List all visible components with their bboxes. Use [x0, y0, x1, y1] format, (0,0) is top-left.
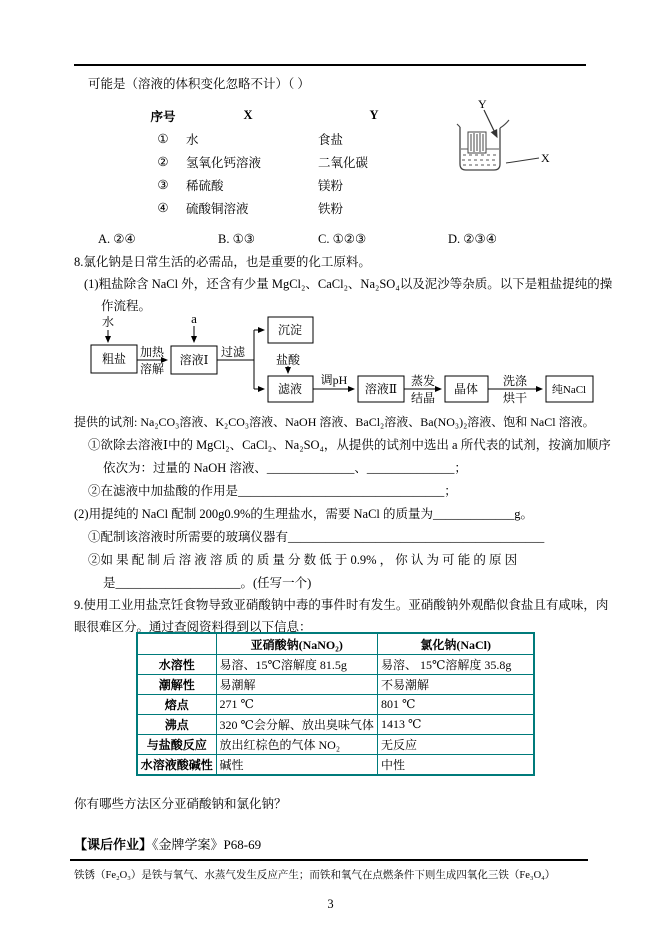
- flow-crystallize-label: 结晶: [410, 391, 436, 405]
- row-label: 熔点: [137, 695, 216, 715]
- option-b: B. ①③: [218, 232, 255, 246]
- ctable-corner-cell: [137, 633, 216, 655]
- row-cell: 易溶、15℃溶解度 81.5g: [216, 655, 377, 675]
- table-row: [137, 655, 534, 675]
- table-row: [137, 715, 534, 735]
- flow-evaporate-label: 蒸发: [410, 374, 436, 388]
- xy-row-y: 铁粉: [318, 201, 344, 216]
- row-cell: 易溶、 15℃溶解度 35.8g: [377, 655, 534, 675]
- flow-adjust-ph-label: 调pH: [320, 373, 348, 387]
- homework-heading: 【课后作业】: [74, 837, 153, 852]
- intro-line: 可能是（溶液的体积变化忽略不计）（ ）: [88, 77, 310, 91]
- q8-part1-line2: 作流程。: [101, 299, 152, 313]
- xy-row-x: 氢氧化钙溶液: [186, 155, 262, 170]
- q8-part2-sub2-line1: ②如 果 配 制 后 溶 液 溶 质 的 质 量 分 数 低 于 0.9% ， 你 认 为 可 能 的 原 因: [88, 553, 518, 567]
- q8-stem: 8.氯化钠是日常生活的必需品，也是重要的化工原料。: [74, 255, 371, 269]
- xy-row-no: ①: [157, 131, 169, 146]
- q8-part1-line1: (1)粗盐除含 NaCl 外，还含有少量 MgCl₂、CaCl₂、Na₂SO₄以及泥沙等杂质。以下是粗盐提纯的操: [84, 277, 613, 291]
- q8-reagents-line: 提供的试剂: Na₂CO₃溶液、K₂CO₃溶液、NaOH 溶液、BaCl₂溶液、Ba(NO₃)₂溶液、饱和 NaCl 溶液。: [74, 415, 595, 429]
- q9-stem-line1: 9.使用工业用盐烹饪食物导致亚硝酸钠中毒的事件时有发生。亚硝酸钠外观酷似食盐且有咸味，肉: [74, 598, 609, 612]
- footer-rule: [70, 859, 588, 861]
- flow-wash-label: 洗涤: [502, 374, 528, 388]
- flow-heat-label: 加热: [139, 345, 165, 359]
- xy-row-x: 硫酸铜溶液: [186, 201, 249, 216]
- q9-question-line: 你有哪些方法区分亚硝酸钠和氯化钠？: [74, 797, 287, 811]
- xy-header-x: X: [243, 108, 253, 122]
- table-row: [137, 755, 534, 776]
- xy-header-y: Y: [369, 108, 379, 122]
- flow-hcl-label: 盐酸: [275, 353, 301, 367]
- row-label: 沸点: [137, 715, 216, 735]
- homework-reference: 《金牌学案》P68-69: [152, 837, 262, 852]
- flow-crystal-box: 晶体: [453, 382, 479, 396]
- q8-sub1-line2: 依次为：过量的 NaOH 溶液、______________、______________；: [103, 461, 467, 475]
- flow-coarse-salt-box: 粗盐: [101, 352, 127, 366]
- homework-line: [74, 836, 261, 854]
- row-label: 水溶液酸碱性: [137, 755, 216, 776]
- flow-filtrate-box: 滤液: [277, 382, 303, 396]
- beaker-label-x: X: [541, 151, 550, 165]
- row-label: 水溶性: [137, 655, 216, 675]
- flow-dissolve-label: 溶解: [139, 362, 165, 376]
- page-number: 3: [327, 897, 334, 911]
- ctable-header-nano2: 亚硝酸钠(NaNO₂): [216, 633, 377, 655]
- xy-header-no: 序号: [150, 109, 176, 124]
- table-row: [137, 735, 534, 755]
- option-a: A. ②④: [98, 232, 136, 246]
- flow-filter-label: 过滤: [220, 345, 246, 359]
- flow-water-label: 水: [101, 315, 115, 329]
- header-rule: [74, 64, 586, 66]
- row-cell: 801 ℃: [377, 695, 534, 715]
- table-row: [137, 675, 534, 695]
- footer-note: 铁锈（Fe₂O₃）是铁与氧气、水蒸气发生反应产生；而铁和氧气在点燃条件下则生成四氧化三铁（Fe₃O₄）: [74, 870, 556, 881]
- xy-row-y: 二氧化碳: [318, 155, 369, 170]
- row-cell: 碱性: [216, 755, 377, 776]
- xy-row-x: 水: [186, 132, 199, 147]
- row-label: 与盐酸反应: [137, 735, 216, 755]
- row-cell: 易潮解: [216, 675, 377, 695]
- row-cell: 320 ℃会分解、放出臭味气体: [216, 715, 377, 735]
- beaker-label-y: Y: [478, 97, 487, 111]
- q8-part2-sub1-line: ①配制该溶液时所需要的玻璃仪器有_________________________________________: [88, 530, 545, 544]
- q8-part2-line: (2)用提纯的 NaCl 配制 200g0.9%的生理盐水，需要 NaCl 的质量为_____________g。: [74, 507, 534, 521]
- beaker-diagram-icon: [448, 96, 568, 181]
- xy-table: [148, 104, 430, 219]
- flow-a-label: a: [191, 313, 197, 326]
- q8-sub2-line: ②在滤液中加盐酸的作用是_________________________________；: [88, 484, 457, 498]
- xy-row-y: 镁粉: [318, 178, 344, 193]
- xy-row-no: ④: [157, 200, 169, 215]
- ctable-header-nacl: 氯化钠(NaCl): [377, 633, 534, 655]
- flow-solution2-box: 溶液Ⅱ: [364, 382, 398, 396]
- xy-row-x: 稀硫酸: [186, 178, 224, 193]
- flow-dry-label: 烘干: [502, 391, 528, 405]
- option-d: D. ②③④: [448, 232, 497, 246]
- table-row: [137, 695, 534, 715]
- flow-solution1-box: 溶液Ⅰ: [179, 353, 209, 367]
- xy-row-y: 食盐: [318, 132, 344, 147]
- option-c: C. ①②③: [318, 232, 367, 246]
- row-cell: 放出红棕色的气体 NO₂: [216, 735, 377, 755]
- row-cell: 无反应: [377, 735, 534, 755]
- q8-sub1-line1: ①欲除去溶液Ⅰ中的 MgCl₂、CaCl₂、Na₂SO₄，从提供的试剂中选出 a 所代表的试剂，按滴加顺序: [88, 438, 611, 452]
- salt-purification-flowchart: [58, 313, 598, 413]
- q8-part2-sub2-line2: 是____________________。(任写一个): [103, 576, 312, 590]
- row-cell: 1413 ℃: [377, 715, 534, 735]
- row-cell: 271 ℃: [216, 695, 377, 715]
- row-cell: 不易潮解: [377, 675, 534, 695]
- flow-precipitate-box: 沉淀: [277, 323, 303, 337]
- row-cell: 中性: [377, 755, 534, 776]
- row-label: 潮解性: [137, 675, 216, 695]
- q9-stem-line2: 眼很难区分。通过查阅资料得到以下信息：: [74, 620, 312, 634]
- flow-pure-nacl-box: 纯NaCl: [551, 384, 587, 396]
- xy-row-no: ③: [157, 177, 169, 192]
- xy-row-no: ②: [157, 154, 169, 169]
- comparison-table: [136, 632, 535, 776]
